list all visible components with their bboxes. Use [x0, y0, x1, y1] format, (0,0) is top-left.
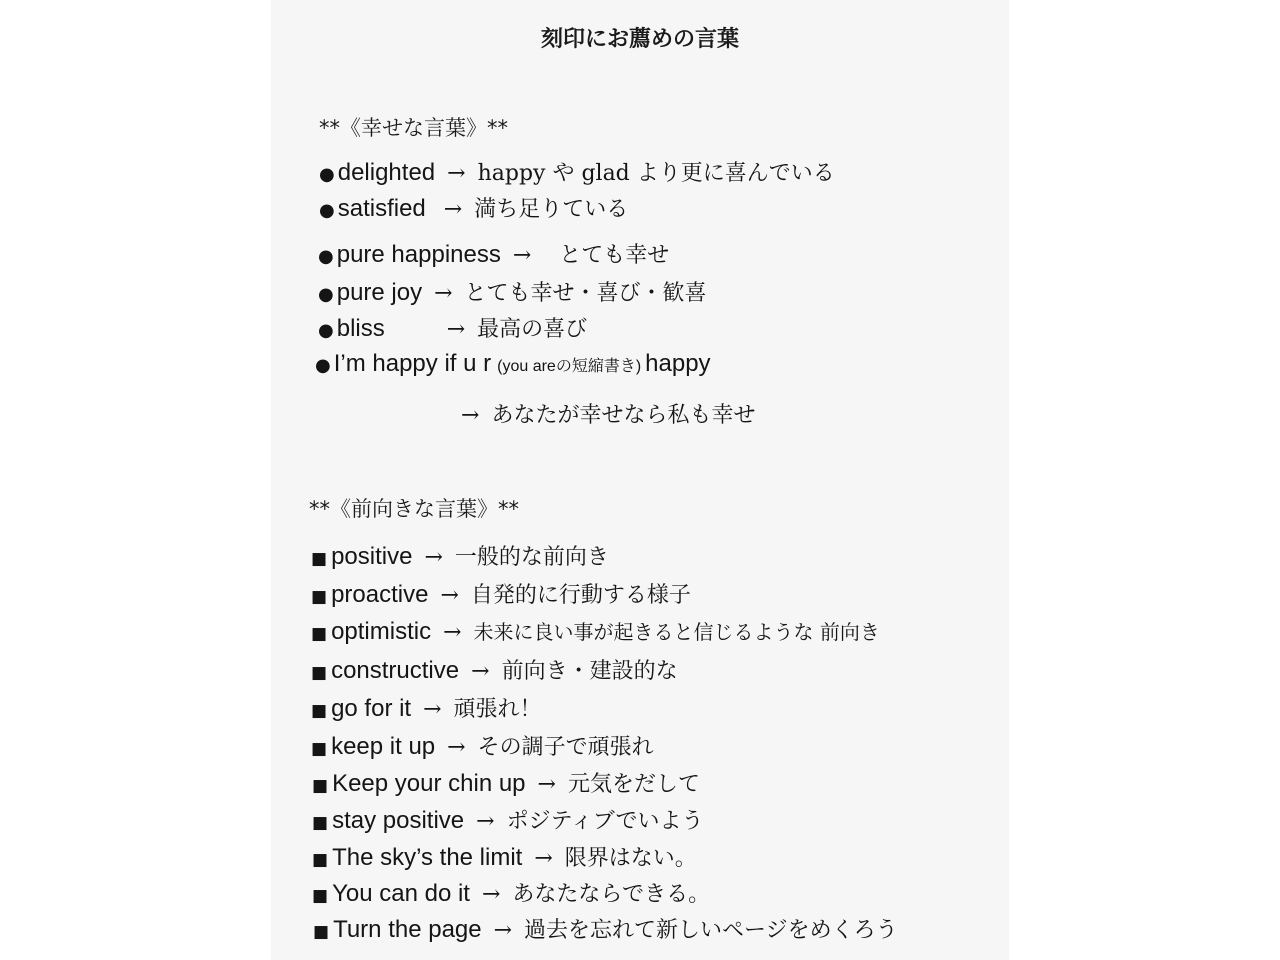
list-item — [311, 616, 880, 646]
arrow-icon: → — [424, 545, 443, 570]
item-meaning: あなたならできる。 — [512, 882, 711, 907]
item-term: pure happiness — [336, 241, 501, 268]
list-item — [312, 767, 700, 798]
item-term: satisfied — [337, 195, 426, 222]
arrow-icon: → — [443, 197, 463, 222]
item-meaning: 最高の喜び — [477, 317, 588, 342]
bullet-icon: ● — [315, 355, 331, 376]
item-meaning: happy や glad より更に喜んでいる — [477, 161, 835, 186]
page-title: 刻印にお薦めの言葉 — [540, 27, 739, 52]
list-item — [312, 841, 697, 872]
section-heading-happy: **《幸せな言葉》** — [319, 116, 508, 140]
arrow-icon: → — [534, 846, 553, 871]
item-term: constructive — [331, 657, 460, 684]
item-term: go for it — [331, 695, 412, 722]
arrow-icon: → — [434, 281, 453, 306]
list-item — [313, 913, 898, 944]
list-item — [315, 350, 711, 378]
item-meaning: 頑張れ！ — [453, 697, 542, 722]
item-meaning: とても幸せ — [559, 243, 670, 268]
arrow-icon: → — [447, 735, 466, 760]
list-item — [311, 692, 542, 723]
item-term: You can do it — [332, 880, 470, 907]
arrow-icon: → — [423, 697, 442, 722]
item-term: stay positive — [332, 807, 465, 834]
item-term: I’m happy if u r — [333, 350, 492, 377]
list-item — [318, 238, 669, 269]
bullet-icon: ■ — [311, 701, 328, 721]
list-item — [319, 156, 835, 187]
item-meaning: 限界はない。 — [564, 846, 697, 871]
item-term: Turn the page — [333, 916, 482, 943]
bullet-icon: ● — [318, 246, 334, 267]
item-meaning: とても幸せ・喜び・歓喜 — [464, 281, 707, 306]
item-meaning: ポジティブでいよう — [506, 809, 704, 834]
bullet-icon: ■ — [312, 850, 329, 870]
list-item — [318, 312, 587, 343]
arrow-icon: → — [481, 882, 501, 907]
item-term: The sky’s the limit — [332, 844, 523, 871]
item-meaning: 前向き・建設的な — [501, 659, 678, 684]
item-note: (you areの短縮書き) — [497, 358, 642, 375]
item-term-end: happy — [645, 350, 711, 377]
item-term: pure joy — [336, 279, 423, 306]
bullet-icon: ● — [318, 320, 334, 341]
item-term: bliss — [336, 315, 385, 342]
arrow-icon: → — [446, 317, 466, 342]
arrow-icon: → — [440, 583, 459, 608]
item-meaning: 満ち足りている — [474, 197, 629, 222]
bullet-icon: ■ — [311, 587, 328, 607]
item-term: positive — [331, 543, 413, 570]
item-meaning: 一般的な前向き — [454, 545, 609, 570]
bullet-icon: ● — [319, 200, 335, 221]
item-term: proactive — [331, 581, 429, 608]
bullet-icon: ● — [318, 284, 334, 305]
arrow-icon: → — [537, 772, 556, 797]
arrow-icon: → — [471, 659, 490, 684]
document-page — [271, 0, 1009, 960]
section-heading-positive: **《前向きな言葉》** — [309, 497, 519, 521]
list-item — [311, 654, 678, 685]
arrow-icon: → — [461, 403, 480, 428]
arrow-icon: → — [512, 243, 532, 268]
bullet-icon: ■ — [312, 886, 329, 906]
bullet-icon: ● — [319, 164, 335, 185]
item-term: optimistic — [331, 618, 432, 645]
arrow-icon: → — [476, 809, 495, 834]
item-term: keep it up — [331, 733, 436, 760]
item-meaning: その調子で頑張れ — [477, 735, 654, 760]
item-meaning: 自発的に行動する様子 — [470, 583, 691, 608]
arrow-icon: → — [443, 620, 462, 645]
item-term: delighted — [337, 159, 436, 186]
list-item — [319, 192, 628, 223]
item-meaning: あなたが幸せなら私も幸せ — [491, 403, 756, 428]
list-item — [312, 804, 703, 835]
arrow-icon: → — [493, 918, 513, 943]
bullet-icon: ■ — [313, 922, 330, 942]
bullet-icon: ■ — [311, 624, 328, 644]
bullet-icon: ■ — [311, 739, 328, 759]
list-item — [318, 276, 707, 307]
list-item — [311, 730, 654, 761]
bullet-icon: ■ — [312, 776, 329, 796]
bullet-icon: ■ — [311, 663, 328, 683]
list-item — [311, 540, 609, 571]
bullet-icon: ■ — [311, 549, 328, 569]
list-item-continuation — [449, 398, 755, 429]
item-meaning: 元気をだして — [567, 772, 700, 797]
item-term: Keep your chin up — [332, 770, 526, 797]
list-item — [311, 578, 691, 609]
item-meaning: 過去を忘れて新しいページをめくろう — [524, 918, 898, 943]
arrow-icon: → — [447, 161, 466, 186]
bullet-icon: ■ — [312, 813, 329, 833]
item-meaning: 未来に良い事が起きると信じるような 前向き — [473, 620, 880, 644]
list-item — [312, 877, 710, 908]
